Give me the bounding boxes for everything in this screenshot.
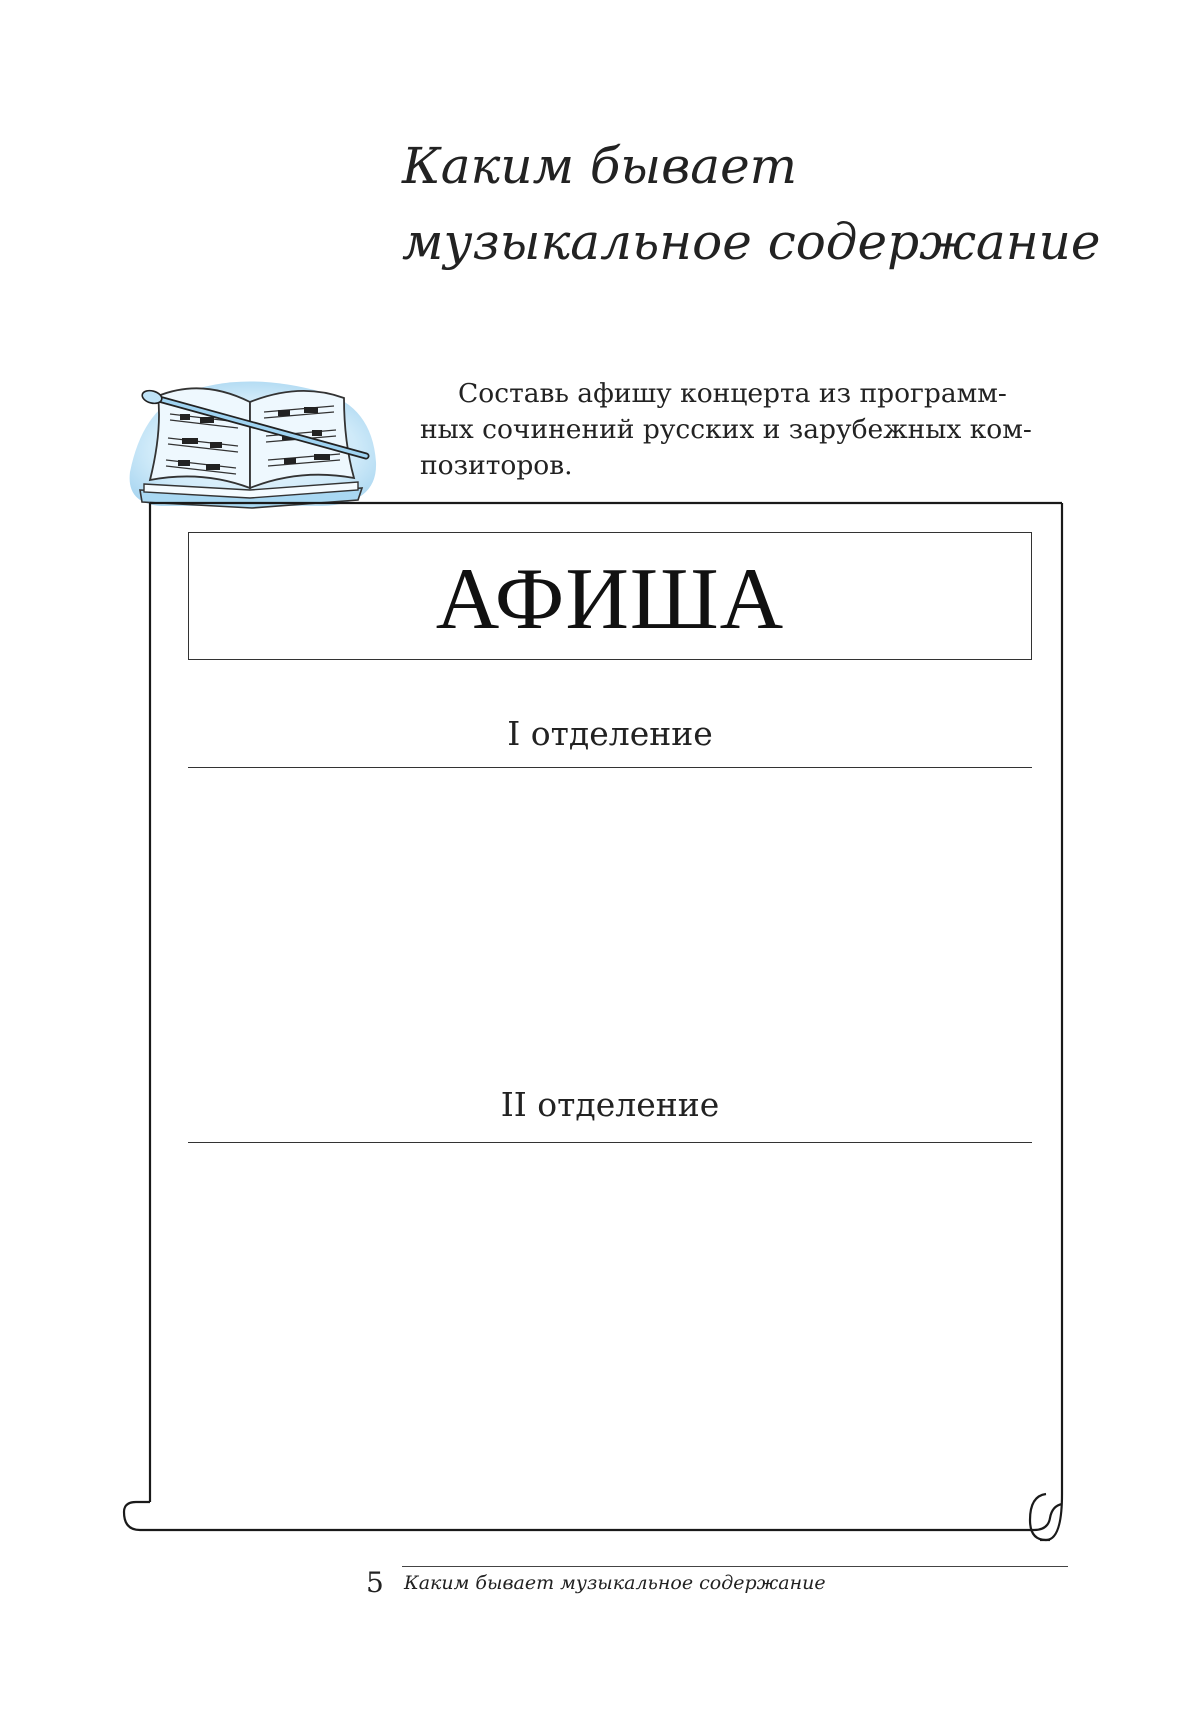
page-title (402, 128, 1122, 280)
task-line-2: ных сочинений русских и зарубежных ком- (420, 414, 1032, 445)
page-number: 5 (366, 1566, 384, 1599)
section-2-writing-area[interactable] (188, 1146, 1032, 1446)
footer-rule (402, 1566, 1068, 1567)
section-1-label: I отделение (507, 714, 713, 753)
open-book-with-baton-icon (122, 372, 384, 512)
section-1-writing-area[interactable] (188, 770, 1032, 1070)
poster-heading: АФИША (435, 550, 785, 648)
running-title: Каким бывает музыкальное содержание (404, 1572, 826, 1594)
poster-heading-box (188, 532, 1032, 660)
page-title-line-1: Каким бывает (402, 137, 798, 195)
task-text (420, 376, 1070, 484)
section-2-label: II отделение (500, 1085, 720, 1124)
section-2-divider (188, 1142, 1032, 1143)
task-line-1: Составь афишу концерта из программ- (458, 378, 1007, 409)
section-1-divider (188, 767, 1032, 768)
page-title-line-2: музыкальное содержание (402, 213, 1101, 271)
task-line-3: позиторов. (420, 450, 573, 481)
